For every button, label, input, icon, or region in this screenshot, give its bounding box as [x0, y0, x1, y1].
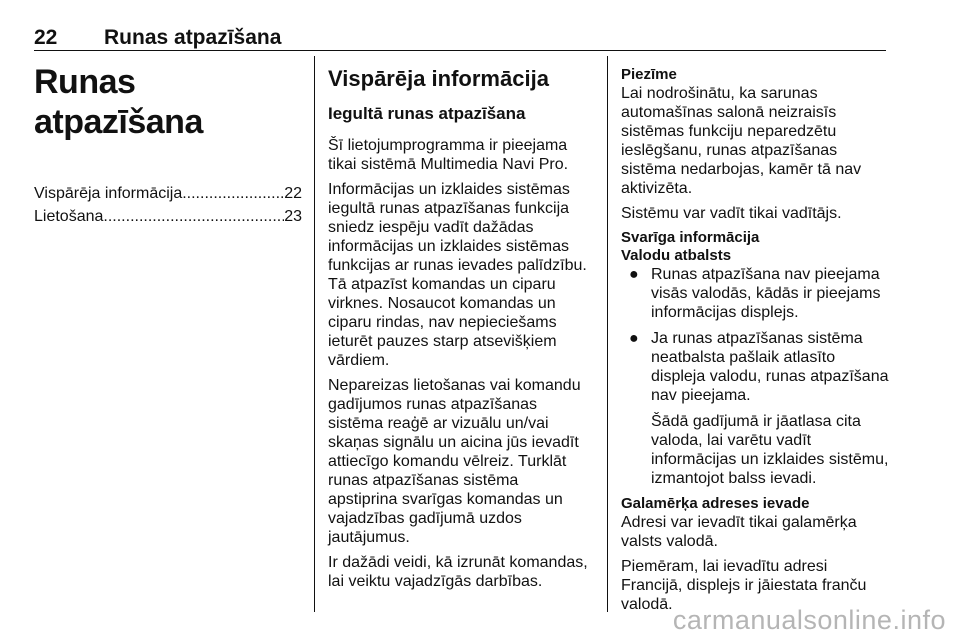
- running-title: Runas atpazīšana: [104, 26, 282, 49]
- toc-leader: [182, 184, 284, 203]
- address-title: Galamērķa adreses ievade: [621, 495, 810, 512]
- language-title: Valodu atbalsts: [621, 247, 732, 264]
- list-item: [621, 329, 889, 488]
- bullet-icon: ●: [629, 266, 639, 283]
- bullet-text: Ja runas atpazīšanas sistēma neatbalsta pašlaik atlasīto displeja valodu, runas atpazīšana nav pieejama.: [651, 330, 889, 404]
- chapter-title: Runas atpazīšana: [34, 63, 203, 141]
- paragraph: Nepareizas lietošanas vai komandu gadījumos runas atpazīšanas sistēma reaģē ar vizuālu un/vai skaņas signālu un aicina jūs ievadīt attiecīgo komandu vēlreiz. Turklāt runas atpazīšanas sistēma apstiprina svarīgas komandas un vajadzības gadījumā uzdos jautājumus.: [328, 377, 581, 546]
- bullet-text-continued: Šādā gadījumā ir jāatlasa cita valoda, lai varētu vadīt informācijas un izklaides sistēmu, izmantojot balss ievadi.: [651, 413, 889, 487]
- note-box: [621, 66, 889, 223]
- paragraph: Informācijas un izklaides sistēmas iegultā runas atpazīšanas funkcija sniedz iespēju vadīt dažādas informācijas un izklaides sistēmas funkcijas ar runas ievades palīdzību. Tā atpazīst komandas un ciparu virknes. Nosaucot komandas un ciparu rindas, nav nepieciešams ieturēt pauzes starp atsevišķiem vārdiem.: [328, 181, 587, 369]
- table-of-contents: [34, 184, 302, 226]
- left-column: [34, 56, 302, 230]
- toc-label: Vispārēja informācija: [34, 185, 183, 202]
- note-text: Lai nodrošinātu, ka sarunas automašīnas salonā neizraisīs sistēmas funkciju neparedzētu ieslēgšanu, runas atpazīšanas sistēma nedarbojas, kamēr tā nav aktivizēta.: [621, 85, 862, 197]
- note-title: Piezīme: [621, 66, 677, 83]
- page-number: 22: [34, 26, 58, 49]
- page-header: [34, 26, 281, 50]
- header-rule: [34, 50, 886, 51]
- important-title: Svarīga informācija: [621, 229, 760, 246]
- address-paragraph: Adresi var ievadīt tikai galamērķa valsts valodā.: [621, 514, 857, 550]
- watermark: carmanualsonline.info: [672, 605, 946, 635]
- toc-entry[interactable]: [34, 184, 302, 203]
- toc-label: Lietošana: [34, 208, 104, 225]
- address-paragraph: Piemēram, lai ievadītu adresi Francijā, displejs ir jāiestata franču valodā.: [621, 558, 867, 613]
- paragraph: Ir dažādi veidi, kā izrunāt komandas, lai veiktu vajadzīgās darbības.: [328, 554, 588, 590]
- bullet-text: Runas atpazīšana nav pieejama visās valodās, kādās ir pieejams informācijas displejs.: [651, 266, 881, 321]
- driver-text: Sistēmu var vadīt tikai vadītājs.: [621, 205, 842, 222]
- list-item: [621, 265, 889, 322]
- right-column: [621, 56, 889, 620]
- bullet-icon: ●: [629, 330, 639, 347]
- toc-page: 23: [284, 208, 302, 225]
- bullet-list: [621, 265, 889, 488]
- toc-entry[interactable]: [34, 207, 302, 226]
- subsection-title: Iegultā runas atpazīšana: [328, 104, 526, 123]
- paragraph: Šī lietojumprogramma ir pieejama tikai sistēmā Multimedia Navi Pro.: [328, 137, 569, 173]
- section-title: Vispārēja informācija: [328, 66, 549, 91]
- toc-page: 22: [284, 185, 302, 202]
- column-divider-1: [314, 56, 315, 612]
- middle-column: [328, 56, 590, 597]
- column-divider-2: [607, 56, 608, 612]
- toc-leader: [103, 207, 284, 226]
